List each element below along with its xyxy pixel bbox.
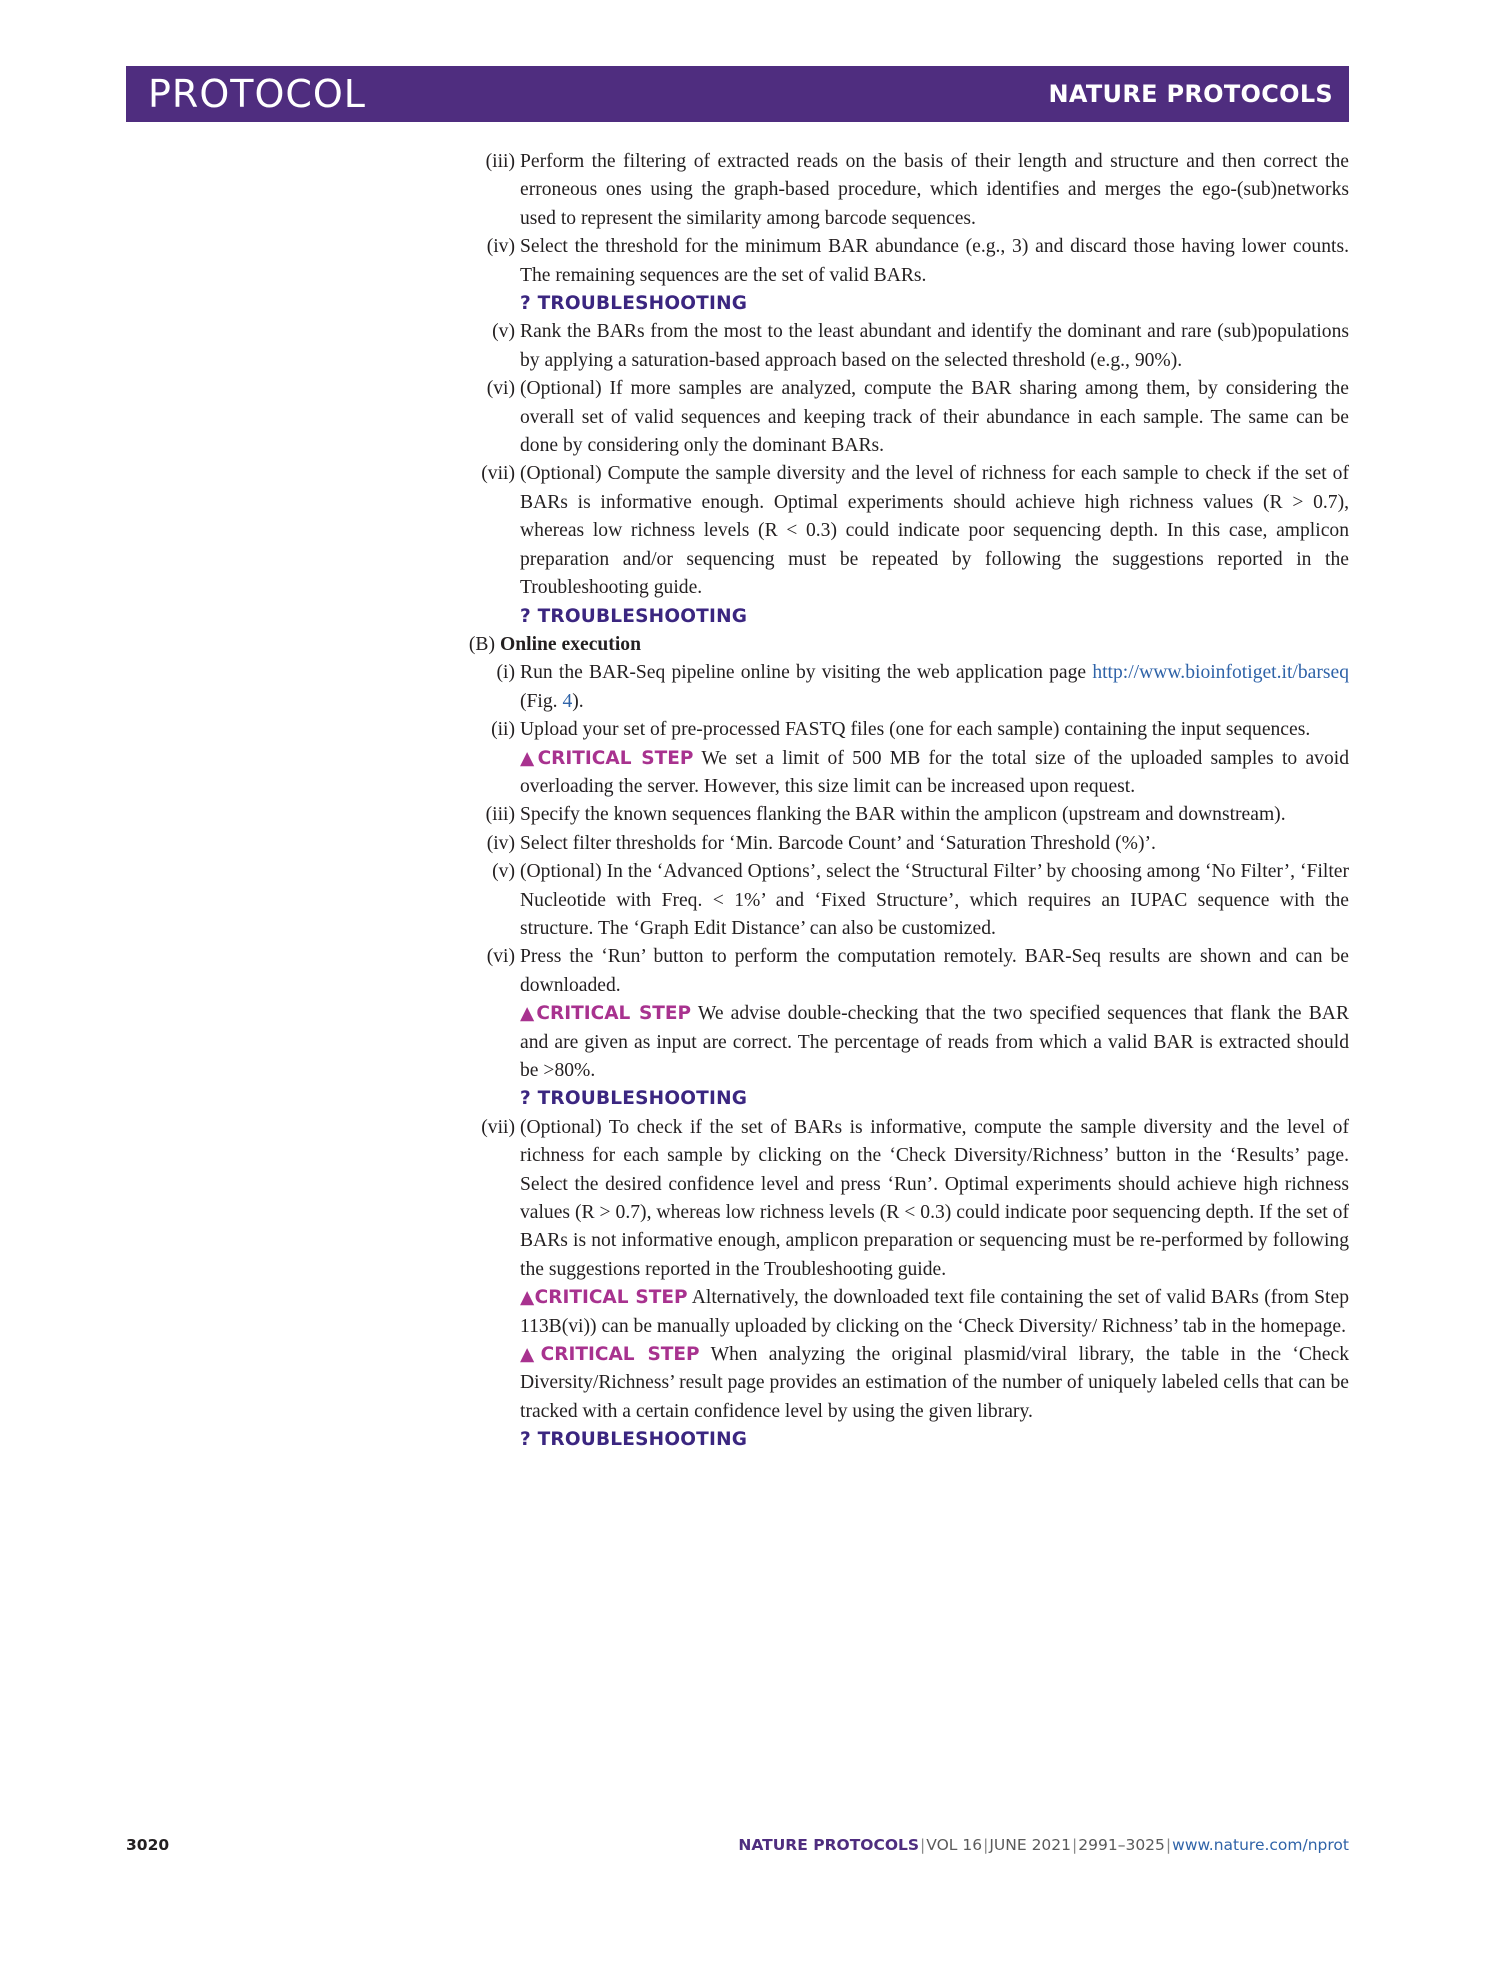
critical-step-text: We advise double-checking that the two specified sequences that flank the BAR and are given as input are correct. The percentage of reads from which a valid BAR is extracted should be >80%. [520,1003,1350,1081]
article-body [440,148,1349,1455]
step-text: (Optional) To check if the set of BARs is informative, compute the sample diversity and the level of richness for each sample by clicking on the ‘Check Diversity/Richness’ button in the ‘Results’ page. Select the desired confidence level and press ‘Run’. Optimal experiments should achieve high richness values (R > 0.7), whereas low richness levels (R < 0.3) could indicate poor sequencing depth. If the set of BARs is not informative enough, amplicon preparation or sequencing must be re-performed by following the suggestions reported in the Troubleshooting guide. [520,1116,1349,1280]
step-number: (vi) [486,946,515,968]
step-b-vii [440,1114,1349,1455]
critical-step [520,1341,1349,1426]
journal-name: NATURE PROTOCOLS [1048,80,1333,108]
troubleshooting-link[interactable]: ? TROUBLESHOOTING [520,293,748,315]
step-text-mid: (Fig. [520,690,563,712]
step-number: (iii) [485,804,515,826]
critical-step-label: ▲CRITICAL STEP [520,747,694,769]
troubleshooting-link[interactable]: ? TROUBLESHOOTING [520,605,748,627]
footer-volume: VOL 16 [926,1836,983,1854]
step-a-vi [440,375,1349,460]
troubleshooting-link[interactable]: ? TROUBLESHOOTING [520,1429,748,1451]
step-text: Rank the BARs from the most to the least abundant and identify the dominant and rare (sub)populations by applying a saturation-based approach based on the selected threshold (e.g., 90%). [520,321,1349,371]
section-title: Online execution [500,633,641,655]
critical-step [520,745,1349,802]
step-text-pre: Run the BAR-Seq pipeline online by visiting the web application page [520,662,1093,684]
footer-journal: NATURE PROTOCOLS [738,1836,920,1854]
critical-step-label: ▲CRITICAL STEP [520,1287,688,1309]
step-text: (Optional) In the ‘Advanced Options’, select the ‘Structural Filter’ by choosing among ‘No Filter’, ‘Filter Nucleotide with Freq. < 1%’ and ‘Fixed Structure’, which requires an IUPAC sequence with the structure. The ‘Graph Edit Distance’ can also be customized. [520,861,1349,939]
step-text: Specify the known sequences flanking the BAR within the amplicon (upstream and downstream). [520,804,1286,826]
step-number: (vii) [481,463,515,485]
web-app-link[interactable]: http://www.bioinfotiget.it/barseq [1092,662,1349,684]
step-text: Select the threshold for the minimum BAR abundance (e.g., 3) and discard those having lower counts. The remaining sequences are the set of valid BARs. [520,236,1349,286]
step-b-iv [440,830,1349,858]
step-number: (vii) [481,1116,515,1138]
footer-date: JUNE 2021 [989,1836,1072,1854]
step-a-iv [440,233,1349,318]
step-b-vi [440,943,1349,1113]
step-number: (vi) [486,378,515,400]
page-number: 3020 [126,1836,170,1854]
footer-url-link[interactable]: www.nature.com/nprot [1172,1836,1349,1854]
step-b-v [440,858,1349,943]
step-number: (v) [492,321,515,343]
step-a-vii [440,460,1349,630]
critical-step [520,1000,1349,1085]
step-number: (v) [492,861,515,883]
critical-step-text: Alternatively, the downloaded text file containing the set of valid BARs (from Step 113B(vi)) can be manually uploaded by clicking on the ‘Check Diversity/ Richness’ tab in the homepage. [520,1287,1349,1337]
citation: NATURE PROTOCOLS|VOL 16|JUNE 2021|2991–3025|www.nature.com/nprot [738,1836,1349,1854]
step-text: (Optional) Compute the sample diversity and the level of richness for each sample to check if the set of BARs is informative enough. Optimal experiments should achieve high richness values (R > 0.7), whereas low richness levels (R < 0.3) could indicate poor sequencing depth. In this case, amplicon preparation and/or sequencing must be repeated by following the suggestions reported in the Troubleshooting guide. [520,463,1349,599]
section-label: PROTOCOL [148,72,366,116]
step-number: (iii) [485,151,515,172]
critical-step-text: We set a limit of 500 MB for the total size of the uploaded samples to avoid overloading the server. However, this size limit can be increased upon request. [520,747,1349,797]
step-text: (Optional) If more samples are analyzed, compute the BAR sharing among them, by considering the overall set of valid sequences and keeping track of their abundance in each sample. The same can be done by considering only the dominant BARs. [520,378,1349,457]
step-number: (iv) [486,832,515,854]
footer-pages: 2991–3025 [1078,1836,1165,1854]
figure-link[interactable]: 4 [562,690,573,712]
section-number: (B) [468,633,495,655]
critical-step-text: When analyzing the original plasmid/viral library, the table in the ‘Check Diversity/Richness’ result page provides an estimation of the number of uniquely labeled cells that can be tracked with a certain confidence level by using the given library. [520,1344,1349,1422]
step-number: (i) [496,662,515,684]
step-text: Upload your set of pre-processed FASTQ files (one for each sample) containing the input sequences. [520,719,1311,741]
step-text: Perform the filtering of extracted reads on the basis of their length and structure and then correct the erroneous ones using the graph-based procedure, which identifies and merges the ego-(sub)networks used to represent the similarity among barcode sequences. [520,151,1349,229]
page-footer [126,1833,1349,1857]
step-text [520,659,1349,716]
step-b-i [440,659,1349,716]
step-b-iii [440,801,1349,829]
step-number: (iv) [486,236,515,258]
step-text-post: ). [572,690,584,712]
troubleshooting-link[interactable]: ? TROUBLESHOOTING [520,1088,748,1110]
step-b-ii [440,716,1349,801]
page-header [126,66,1349,122]
step-a-v [440,318,1349,375]
step-a-iii [440,148,1349,233]
step-text: Select filter thresholds for ‘Min. Barcode Count’ and ‘Saturation Threshold (%)’. [520,832,1156,854]
step-number: (ii) [491,719,515,741]
section-b-heading [440,631,1349,659]
critical-step-label: ▲CRITICAL STEP [520,1003,692,1025]
critical-step [520,1284,1349,1341]
step-text: Press the ‘Run’ button to perform the computation remotely. BAR-Seq results are shown and can be downloaded. [520,946,1349,996]
critical-step-label: ▲CRITICAL STEP [520,1344,700,1366]
